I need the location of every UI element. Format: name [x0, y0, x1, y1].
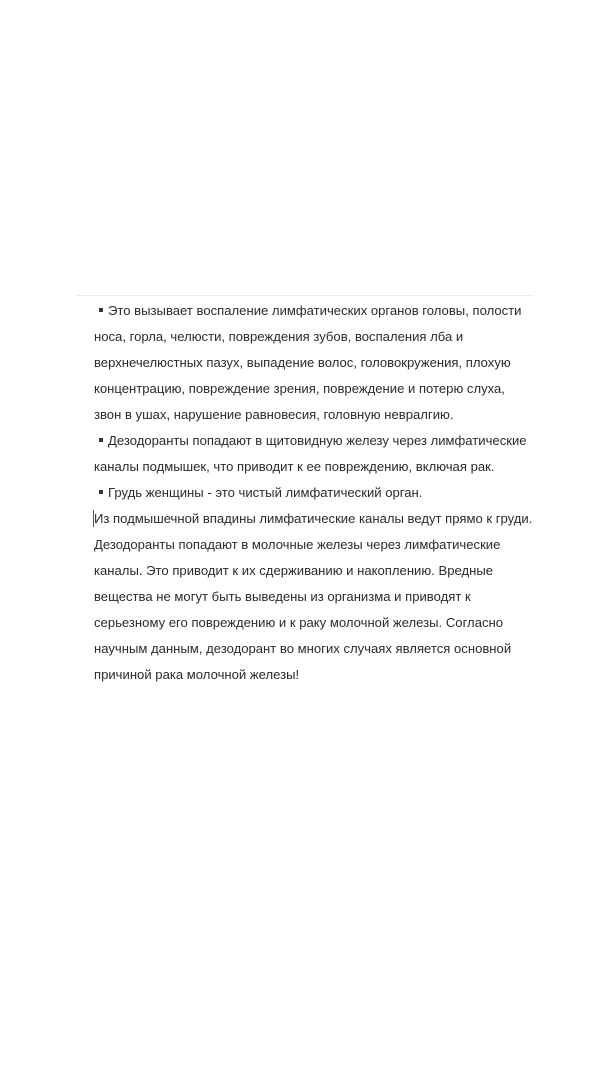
paragraph-text: Из подмышечной впадины лимфатические каналы ведут прямо к груди. Дезодоранты попадают в молочные железы через лимфатические каналы. Это приводит к их сдерживанию и накоплению. Вредные вещества не могут быть выведены из организма и приводят к серьезному его повреждению и к раку молочной железы. Согласно научным данным, дезодорант во многих случаях является основной причиной рака молочной железы!: [94, 511, 533, 682]
bullet-icon: [99, 490, 103, 494]
text-cursor: [93, 510, 94, 527]
bullet-icon: [99, 308, 103, 312]
bullet-icon: [99, 438, 103, 442]
bullet-text: Грудь женщины - это чистый лимфатический орган.: [108, 485, 423, 500]
body-paragraph[interactable]: [94, 506, 534, 688]
list-item: [94, 298, 534, 428]
list-item: [94, 480, 534, 506]
bullet-text: Дезодоранты попадают в щитовидную железу через лимфатические каналы подмышек, что приводит к ее повреждению, включая рак.: [94, 433, 527, 474]
list-item: [94, 428, 534, 480]
bullet-text: Это вызывает воспаление лимфатических органов головы, полости носа, горла, челюсти, повреждения зубов, воспаления лба и верхнечелюстных пазух, выпадение волос, головокружения, плохую концентрацию, повреждение зрения, повреждение и потерю слуха, звон в ушах, нарушение равновесия, головную невралгию.: [94, 303, 522, 422]
bullet-list: [94, 298, 534, 506]
top-divider: [76, 295, 534, 296]
article-body: [94, 298, 534, 688]
